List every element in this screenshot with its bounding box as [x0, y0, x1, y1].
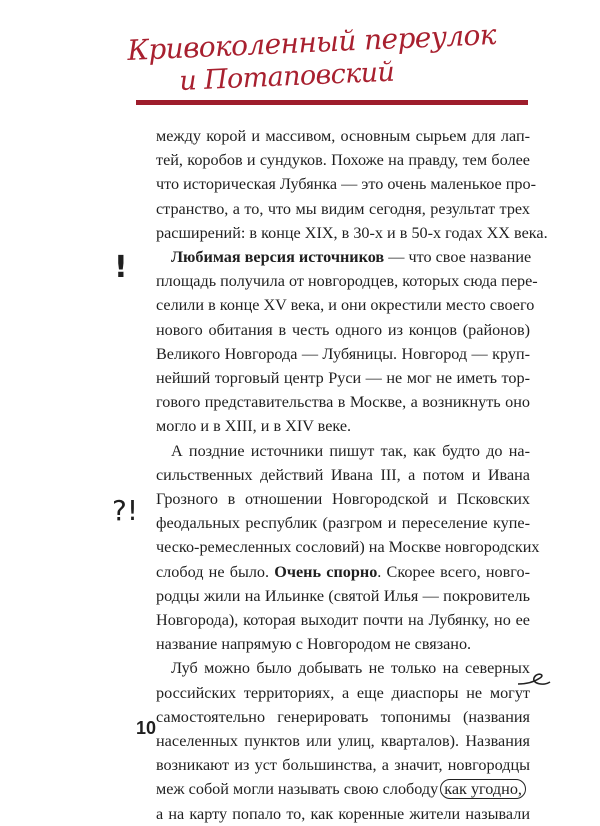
body-text — [156, 124, 548, 826]
text-line: российских территориях, а еще диаспоры не могут — [156, 683, 530, 702]
text-line: нейший торговый центр Руси — не мог не иметь тор- — [156, 369, 530, 388]
text-fragment: . Скорее всего, новго- — [377, 562, 530, 581]
text-line: возникают из уст большинства, а значит, новгородцы — [156, 756, 530, 775]
text-fragment: меж собой могли называть свою слободу — [156, 780, 439, 799]
text-line: название напрямую с Новгородом не связано. — [156, 635, 472, 654]
text-line: Грозного в отношении Новгородской и Псковских — [156, 490, 530, 509]
text-line: странство, а то, что мы видим сегодня, результат трех — [156, 199, 530, 218]
text-line: А поздние источники пишут так, как будто до на- — [171, 441, 530, 460]
text-fragment: — что свое название — [384, 248, 532, 267]
text-line: населенных пунктов или улиц, кварталов). Названия — [156, 732, 530, 751]
text-line: площадь получила от новгородцев, которых сюда пере- — [156, 272, 538, 291]
text-line: Великого Новгорода — Лубяницы. Новгород — круп- — [156, 344, 530, 363]
margin-exclamation-mark: ! — [114, 250, 128, 285]
title-underline-rule — [136, 100, 528, 105]
chapter-title — [126, 17, 497, 100]
bold-phrase: Любимая версия источников — [171, 248, 385, 267]
margin-question-exclamation-mark: ?! — [112, 494, 139, 527]
chapter-title-line-1: Кривоколенный переулок — [126, 17, 497, 67]
text-line: сильственных действий Ивана III, а потом и Ивана — [156, 465, 530, 484]
text-line — [156, 245, 530, 269]
text-fragment: слобод не было. — [156, 562, 275, 581]
bold-phrase: Очень спорно — [274, 562, 378, 581]
text-line — [156, 777, 530, 801]
text-line: а на карту попало то, как коренные жители называли — [156, 804, 530, 823]
chapter-title-line-2: и Потаповский — [178, 56, 395, 97]
text-line: родцы жили на Ильинке (святой Илья — покровитель — [156, 586, 530, 605]
text-line: Новгорода), которая выходит почти на Лубянку, но ее — [156, 611, 530, 630]
text-line: нового обитания в честь одного из концов (районов) — [156, 320, 530, 339]
text-line: селили в конце XV века, и они окрестили место своего — [156, 296, 535, 315]
text-line: Луб можно было добывать не только на северных — [171, 659, 530, 678]
text-line — [156, 560, 530, 584]
text-line: феодальных республик (разгром и переселение купе- — [156, 514, 530, 533]
circled-phrase: как угодно, — [440, 779, 526, 799]
text-line: могло и в XIII, и в XIV веке. — [156, 417, 352, 436]
text-line: ческо-ремесленных сословий) на Москве новгородских — [156, 538, 540, 557]
text-line: гового представительства в Москве, а возникнуть оно — [156, 393, 530, 412]
page-number: 10 — [136, 718, 157, 738]
handwritten-swirl-icon — [516, 670, 552, 692]
text-line: тей, коробов и сундуков. Похоже на правду, тем более — [156, 151, 530, 170]
text-line: самостоятельно генерировать топонимы (названия — [156, 707, 530, 726]
text-line: расширений: в конце XIX, в 30-х и в 50-х годах XX века. — [156, 223, 548, 242]
text-line: между корой и массивом, основным сырьем для лап- — [156, 127, 530, 145]
text-line: что историческая Лубянка — это очень маленькое про- — [156, 175, 537, 194]
